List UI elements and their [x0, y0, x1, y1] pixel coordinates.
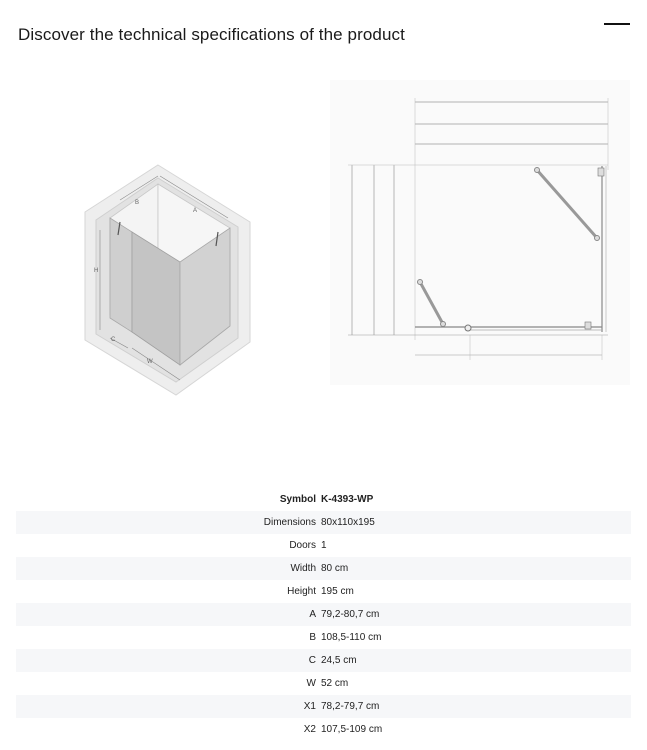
spec-label: W	[306, 678, 316, 689]
spec-row-a	[16, 603, 631, 626]
isometric-drawing	[80, 160, 260, 400]
spec-row-x1	[16, 695, 631, 718]
spec-row-dimensions	[16, 511, 631, 534]
spec-label: Width	[290, 563, 316, 574]
iso-label-w: W	[147, 359, 153, 365]
spec-row-w	[16, 672, 631, 695]
iso-label-b: B	[135, 200, 140, 206]
iso-label-a: A	[193, 208, 198, 214]
spec-row-doors	[16, 534, 631, 557]
spec-label: Symbol	[279, 494, 316, 505]
iso-label-h: H	[94, 268, 99, 274]
spec-value: K-4393-WP	[321, 494, 374, 505]
spec-value: 78,2-79,7 cm	[321, 701, 380, 712]
spec-value: 24,5 cm	[321, 655, 357, 666]
collapse-button[interactable]	[604, 16, 630, 32]
spec-label: X1	[303, 701, 316, 712]
spec-value: 80 cm	[321, 563, 349, 574]
spec-value: 107,5-109 cm	[321, 724, 383, 735]
plan-drawing	[330, 80, 630, 385]
spec-row-width	[16, 557, 631, 580]
spec-row-x2	[16, 718, 631, 741]
spec-label: Height	[287, 586, 316, 597]
spec-row-height	[16, 580, 631, 603]
spec-value: 80x110x195	[321, 517, 375, 528]
page-title: Discover the technical specifications of the product	[18, 25, 405, 44]
spec-label: Doors	[289, 540, 316, 551]
spec-row-b	[16, 626, 631, 649]
spec-label: A	[309, 609, 316, 620]
spec-value: 195 cm	[321, 586, 354, 597]
spec-label: X2	[303, 724, 316, 735]
spec-label: C	[308, 655, 316, 666]
spec-value: 79,2-80,7 cm	[321, 609, 380, 620]
spec-label: B	[309, 632, 316, 643]
iso-label-c: C	[111, 337, 116, 343]
spec-label: Dimensions	[263, 517, 316, 528]
spec-value: 52 cm	[321, 678, 349, 689]
spec-table	[16, 488, 631, 741]
spec-value: 108,5-110 cm	[321, 632, 382, 643]
spec-row-c	[16, 649, 631, 672]
spec-value: 1	[321, 540, 327, 551]
minus-icon	[604, 23, 630, 25]
spec-row-symbol	[16, 488, 631, 511]
